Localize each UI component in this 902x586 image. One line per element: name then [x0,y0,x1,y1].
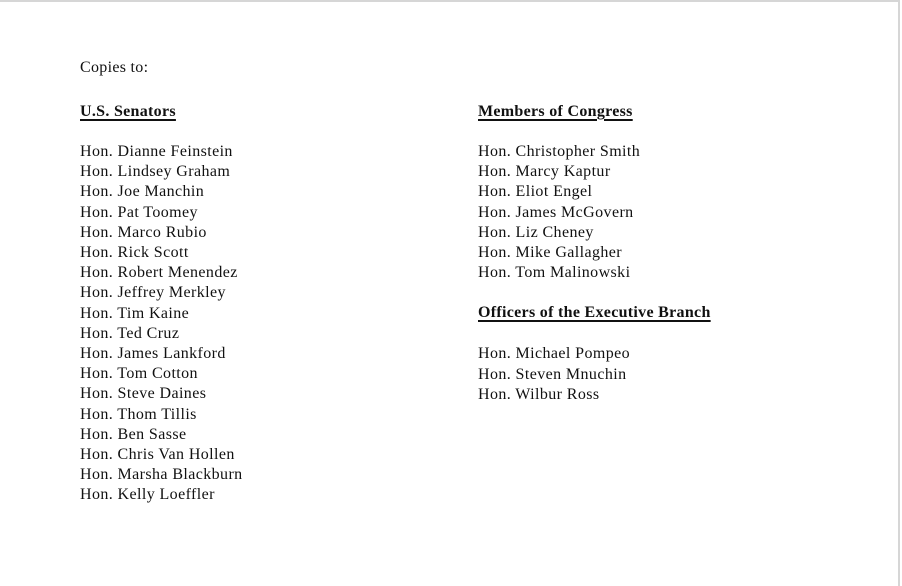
senator-name: Hon. Jeffrey Merkley [80,284,226,302]
senators-heading: U.S. Senators [80,103,176,120]
executive-officer-name: Hon. Michael Pompeo [478,345,631,363]
senator-name: Hon. Tim Kaine [80,304,190,322]
congress-member-name: Hon. James McGovern [478,203,634,221]
congress-member-name: Hon. Liz Cheney [478,223,594,241]
senator-name: Hon. Kelly Loeffler [80,486,215,504]
senator-name: Hon. Rick Scott [80,244,189,262]
congress-member-name: Hon. Tom Malinowski [478,264,631,282]
congress-executive-column [478,102,858,405]
congress-member-name: Hon. Mike Gallagher [478,244,623,262]
senator-name: Hon. Marco Rubio [80,223,207,241]
senator-name: Hon. Chris Van Hollen [80,446,235,464]
senator-name: Hon. Robert Menendez [80,264,238,282]
senators-list [80,142,440,506]
executive-officer-name: Hon. Steven Mnuchin [478,365,627,383]
congress-list [478,142,858,283]
senator-name: Hon. Tom Cotton [80,365,198,383]
executive-officer-name: Hon. Wilbur Ross [478,385,600,403]
senator-name: Hon. Marsha Blackburn [80,466,243,484]
congress-heading: Members of Congress [478,103,633,120]
senator-name: Hon. Ted Cruz [80,324,180,342]
senator-name: Hon. Thom Tillis [80,405,197,423]
congress-member-name: Hon. Eliot Engel [478,183,593,201]
executive-heading: Officers of the Executive Branch [478,304,711,322]
congress-member-name: Hon. Christopher Smith [478,143,641,160]
senator-name: Hon. Pat Toomey [80,203,198,221]
senators-column [80,102,440,506]
section-spacer [478,283,858,303]
senator-name: Hon. James Lankford [80,345,226,363]
senator-name: Hon. Dianne Feinstein [80,143,233,160]
senator-name: Hon. Ben Sasse [80,425,187,443]
senator-name: Hon. Lindsey Graham [80,163,231,181]
senator-name: Hon. Joe Manchin [80,183,205,201]
congress-member-name: Hon. Marcy Kaptur [478,163,611,181]
executive-list [478,344,858,405]
copies-to-label: Copies to: [80,59,149,76]
senator-name: Hon. Steve Daines [80,385,207,403]
